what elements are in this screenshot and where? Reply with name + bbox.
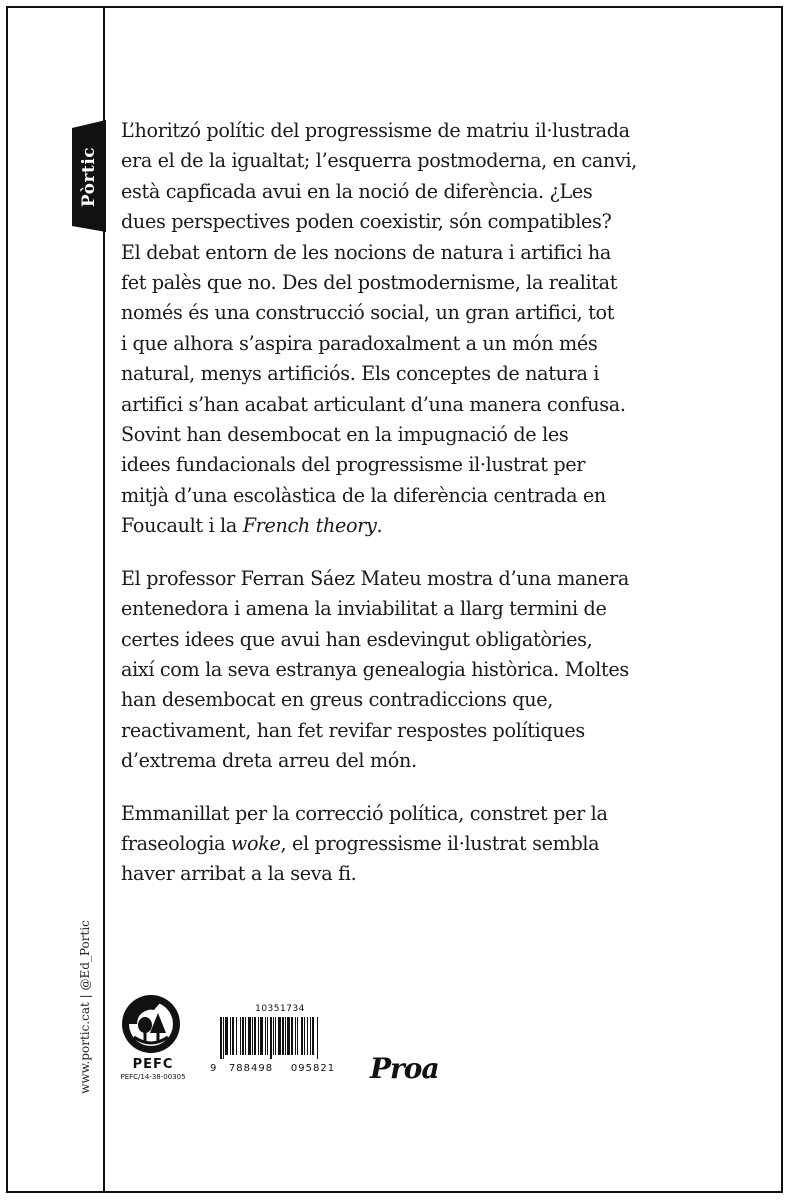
barcode-bar <box>304 1017 305 1055</box>
website-social-text: www.portic.cat | @Ed_Portic <box>78 920 92 1094</box>
barcode-bar <box>242 1017 244 1055</box>
barcode-bar <box>254 1017 256 1055</box>
text-line: mitjà d’una escolàstica de la diferència centrada en <box>121 483 606 507</box>
collection-tab <box>72 120 106 232</box>
barcode-bar <box>258 1017 259 1055</box>
barcode-bar <box>297 1017 298 1055</box>
barcode-bar <box>260 1017 263 1055</box>
text-line: natural, menys artificiós. Els conceptes de natura i <box>121 362 600 386</box>
pefc-name: PEFC <box>132 1057 174 1072</box>
text-line: d’extrema dreta arreu del món. <box>121 749 417 773</box>
barcode-bar <box>307 1017 308 1055</box>
text-line: era el de la igualtat; l’esquerra postmoderna, en canvi, <box>121 149 637 173</box>
barcode-top-number: 10351734 <box>255 1004 305 1014</box>
barcode-bar <box>232 1017 234 1055</box>
text-line: dues perspectives poden coexistir, són compatibles? <box>121 210 612 234</box>
text-line: El debat entorn de les nocions de natura i artifici ha <box>121 240 611 264</box>
text-line: Emmanillat per la correcció política, constret per la <box>121 801 608 825</box>
barcode-bar <box>317 1017 318 1059</box>
barcode-bar <box>291 1017 293 1055</box>
text-line: reactivament, han fet revifar respostes polítiques <box>121 718 585 742</box>
text-line: i que alhora s’aspira paradoxalment a un món més <box>121 331 598 355</box>
barcode-bar <box>270 1017 272 1059</box>
barcode-bar <box>282 1017 284 1055</box>
barcode-bar <box>278 1017 281 1055</box>
text-line: entenedora i amena la inviabilitat a llarg termini de <box>121 597 607 621</box>
pefc-code: PEFC/14-38-00305 <box>120 1073 186 1081</box>
text-fragment: , el progressisme il·lustrat sembla <box>280 831 600 855</box>
pefc-certification <box>120 993 186 1081</box>
text-line: artifici s’han acabat articulant d’una manera confusa. <box>121 392 626 416</box>
text-line: així com la seva estranya genealogia històrica. Moltes <box>121 657 629 681</box>
barcode-bar <box>275 1017 276 1055</box>
barcode-bar <box>223 1017 224 1059</box>
text-line: està capficada avui en la noció de diferència. ¿Les <box>121 179 593 203</box>
barcode-bar <box>220 1017 222 1059</box>
barcode-bar <box>287 1017 290 1055</box>
barcode-group-2: 095821 <box>290 1063 336 1074</box>
barcode-bar <box>240 1017 241 1055</box>
text-line: Sovint han desembocat en la impugnació de les <box>121 423 569 447</box>
pefc-logo-icon <box>120 993 182 1055</box>
barcode-bar <box>245 1017 246 1055</box>
barcode-bar <box>295 1017 296 1055</box>
barcode-bar <box>285 1017 286 1055</box>
paragraph-3 <box>121 799 761 890</box>
barcode-bar <box>225 1017 228 1055</box>
barcode-bar <box>252 1017 253 1055</box>
collection-name: Pòrtic <box>79 146 99 208</box>
text-line <box>121 829 761 859</box>
back-cover-blurb <box>121 116 761 912</box>
text-line: fet palès que no. Des del postmodernisme, la realitat <box>121 271 618 295</box>
barcode-group-1: 788498 <box>228 1063 274 1074</box>
text-line: haver arribat a la seva fi. <box>121 862 357 886</box>
text-fragment: fraseologia <box>121 831 231 855</box>
barcode-bar <box>310 1017 311 1055</box>
barcode-bar <box>267 1017 268 1055</box>
barcode-bar <box>273 1017 274 1055</box>
text-line: idees fundacionals del progressisme il·lustrat per <box>121 453 586 477</box>
barcode-first-digit: 9 <box>210 1063 218 1074</box>
text-line: certes idees que avui han esdevingut obligatòries, <box>121 627 593 651</box>
italic-title: French theory <box>242 514 377 538</box>
isbn-barcode <box>210 1004 350 1074</box>
barcode-bars <box>210 1017 350 1059</box>
barcode-bar <box>236 1017 237 1055</box>
text-line: han desembocat en greus contradiccions que, <box>121 688 553 712</box>
publisher-logo: Proa <box>370 1052 439 1085</box>
paragraph-2 <box>121 564 761 777</box>
text-line <box>121 511 761 541</box>
barcode-bar <box>230 1017 231 1055</box>
italic-term: woke <box>230 831 281 855</box>
text-line: El professor Ferran Sáez Mateu mostra d’una manera <box>121 566 629 590</box>
barcode-bar <box>248 1017 251 1055</box>
paragraph-1 <box>121 116 761 542</box>
text-fragment: . <box>376 514 383 538</box>
text-line: L’horitzó polític del progressisme de matriu il·lustrada <box>121 119 630 142</box>
text-line: només és una construcció social, un gran artifici, tot <box>121 301 615 325</box>
barcode-digits <box>210 1063 350 1074</box>
text-fragment: Foucault i la <box>121 514 243 538</box>
barcode-bar <box>301 1017 303 1055</box>
barcode-bar <box>265 1017 266 1055</box>
barcode-bar <box>312 1017 314 1055</box>
